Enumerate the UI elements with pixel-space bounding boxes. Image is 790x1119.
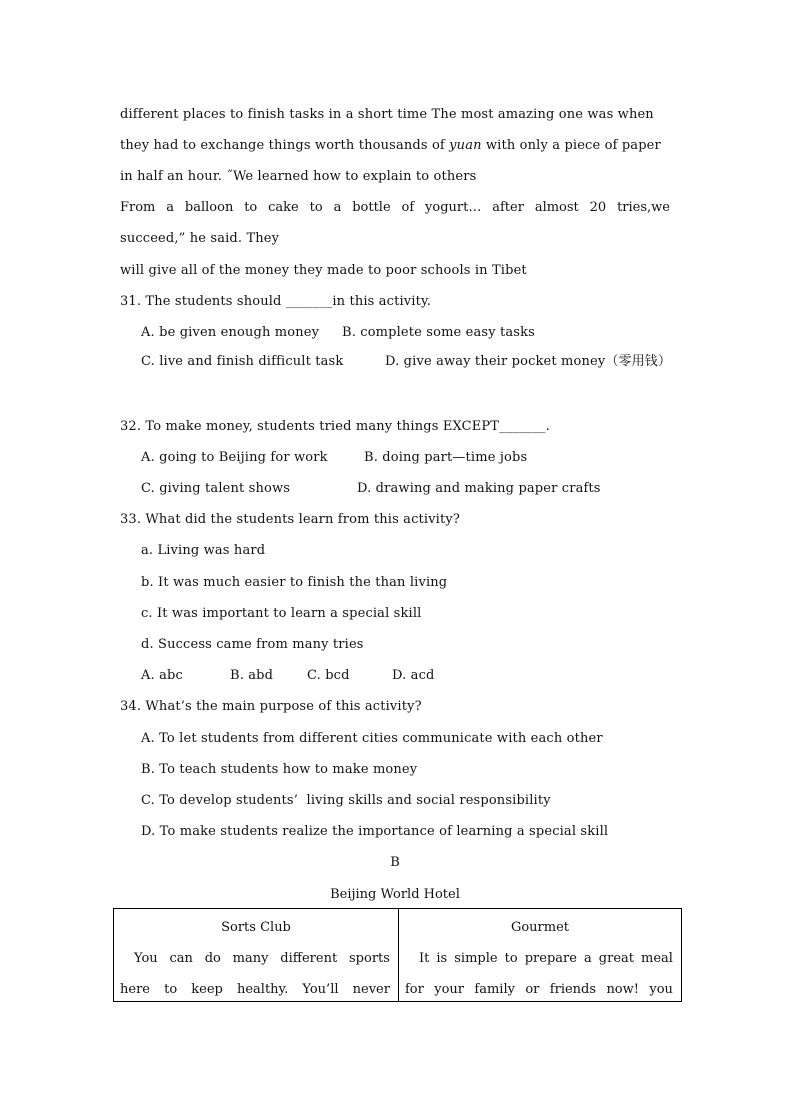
- passage-line-2-post: with only a piece of paper: [481, 138, 661, 153]
- passage-line-2-em: yuan: [449, 138, 482, 153]
- table-word: meal: [641, 951, 673, 966]
- passage-line-3: in half an hour. ˝We learned how to explain to others: [120, 169, 477, 184]
- table-word: is: [436, 951, 448, 966]
- passage-word: a: [166, 200, 175, 215]
- question-31-option-d: D. give away their pocket money（零用钱）: [385, 354, 672, 369]
- table-word: keep: [191, 982, 223, 997]
- sports-club-row-2: [120, 982, 390, 998]
- passage-line-2: [120, 138, 661, 154]
- question-31-option-b: B. complete some easy tasks: [342, 325, 535, 340]
- question-32-stem: 32. To make money, students tried many things EXCEPT_______.: [120, 419, 550, 434]
- passage-word: balloon: [184, 200, 234, 215]
- table-word: you: [649, 982, 673, 997]
- table-word: many: [232, 951, 269, 966]
- question-32-option-b: B. doing part—time jobs: [364, 450, 528, 465]
- question-33-option-d: D. acd: [392, 668, 435, 683]
- question-33-option-b: B. abd: [230, 668, 274, 683]
- passage-word: almost: [534, 200, 579, 215]
- question-34-stem: 34. What’s the main purpose of this activity?: [120, 699, 422, 714]
- hotel-table: [113, 908, 682, 1002]
- table-word: your: [434, 982, 465, 997]
- passage-line-5: succeed,” he said. They: [120, 231, 280, 246]
- table-cell-sports-club: [114, 909, 398, 1001]
- table-word: for: [405, 982, 424, 997]
- passage-word: tries,we: [617, 200, 670, 215]
- table-word: can: [169, 951, 193, 966]
- passage-line-4: [120, 200, 670, 216]
- question-33-option-c: C. bcd: [307, 668, 350, 683]
- table-word: family: [474, 982, 515, 997]
- question-32-option-a: A. going to Beijing for work: [141, 450, 328, 465]
- question-33-option-a: A. abc: [141, 668, 183, 683]
- question-32-option-d: D. drawing and making paper crafts: [357, 481, 601, 496]
- passage-word: to: [309, 200, 323, 215]
- gourmet-row-2: [405, 982, 673, 998]
- question-33-statement-d: d. Success came from many tries: [141, 637, 364, 652]
- sports-club-row-1: [134, 951, 390, 967]
- question-31-option-c: C. live and finish difficult task: [141, 354, 344, 369]
- passage-word: of: [401, 200, 415, 215]
- question-34-option-d: D. To make students realize the importance of learning a special skill: [141, 824, 609, 839]
- table-word: to: [504, 951, 518, 966]
- passage-word: 20: [589, 200, 607, 215]
- table-word: now!: [606, 982, 639, 997]
- question-31-option-a: A. be given enough money: [141, 325, 320, 340]
- gourmet-heading: Gourmet: [510, 920, 570, 935]
- table-word: It: [419, 951, 430, 966]
- passage-word: From: [120, 200, 156, 215]
- section-b-label: B: [390, 855, 400, 870]
- question-34-option-c: C. To develop students’ living skills and social responsibility: [141, 793, 551, 808]
- passage-word: yogurt…: [425, 200, 482, 215]
- passage-word: after: [492, 200, 524, 215]
- question-33-stem: 33. What did the students learn from this activity?: [120, 512, 460, 527]
- sports-club-heading: Sorts Club: [221, 920, 291, 935]
- table-word: different: [280, 951, 338, 966]
- question-34-option-a: A. To let students from different cities communicate with each other: [141, 731, 603, 746]
- table-word: You: [134, 951, 158, 966]
- table-cell-gourmet: [399, 909, 681, 1001]
- table-word: never: [352, 982, 390, 997]
- passage-word: a: [333, 200, 342, 215]
- passage-line-1: different places to finish tasks in a short time The most amazing one was when: [120, 107, 654, 122]
- table-word: to: [164, 982, 178, 997]
- question-34-option-b: B. To teach students how to make money: [141, 762, 418, 777]
- question-31-stem: 31. The students should _______in this activity.: [120, 294, 432, 309]
- table-word: sports: [349, 951, 390, 966]
- table-word: You’ll: [302, 982, 339, 997]
- table-word: friends: [549, 982, 597, 997]
- table-word: simple: [454, 951, 498, 966]
- section-b-title: Beijing World Hotel: [330, 887, 460, 902]
- table-word: a: [583, 951, 592, 966]
- question-33-statement-b: b. It was much easier to finish the than living: [141, 575, 448, 590]
- table-word: here: [120, 982, 150, 997]
- question-33-statement-c: c. It was important to learn a special skill: [141, 606, 422, 621]
- passage-word: to: [244, 200, 258, 215]
- table-word: great: [598, 951, 634, 966]
- passage-word: cake: [268, 200, 299, 215]
- gourmet-row-1: [419, 951, 673, 967]
- passage-line-6: will give all of the money they made to poor schools in Tibet: [120, 263, 527, 278]
- passage-word: bottle: [352, 200, 391, 215]
- table-word: healthy.: [236, 982, 289, 997]
- question-32-option-c: C. giving talent shows: [141, 481, 291, 496]
- table-word: do: [204, 951, 221, 966]
- question-33-statement-a: a. Living was hard: [141, 543, 266, 558]
- table-word: prepare: [524, 951, 577, 966]
- table-word: or: [525, 982, 540, 997]
- passage-line-2-pre: they had to exchange things worth thousands of: [120, 138, 450, 153]
